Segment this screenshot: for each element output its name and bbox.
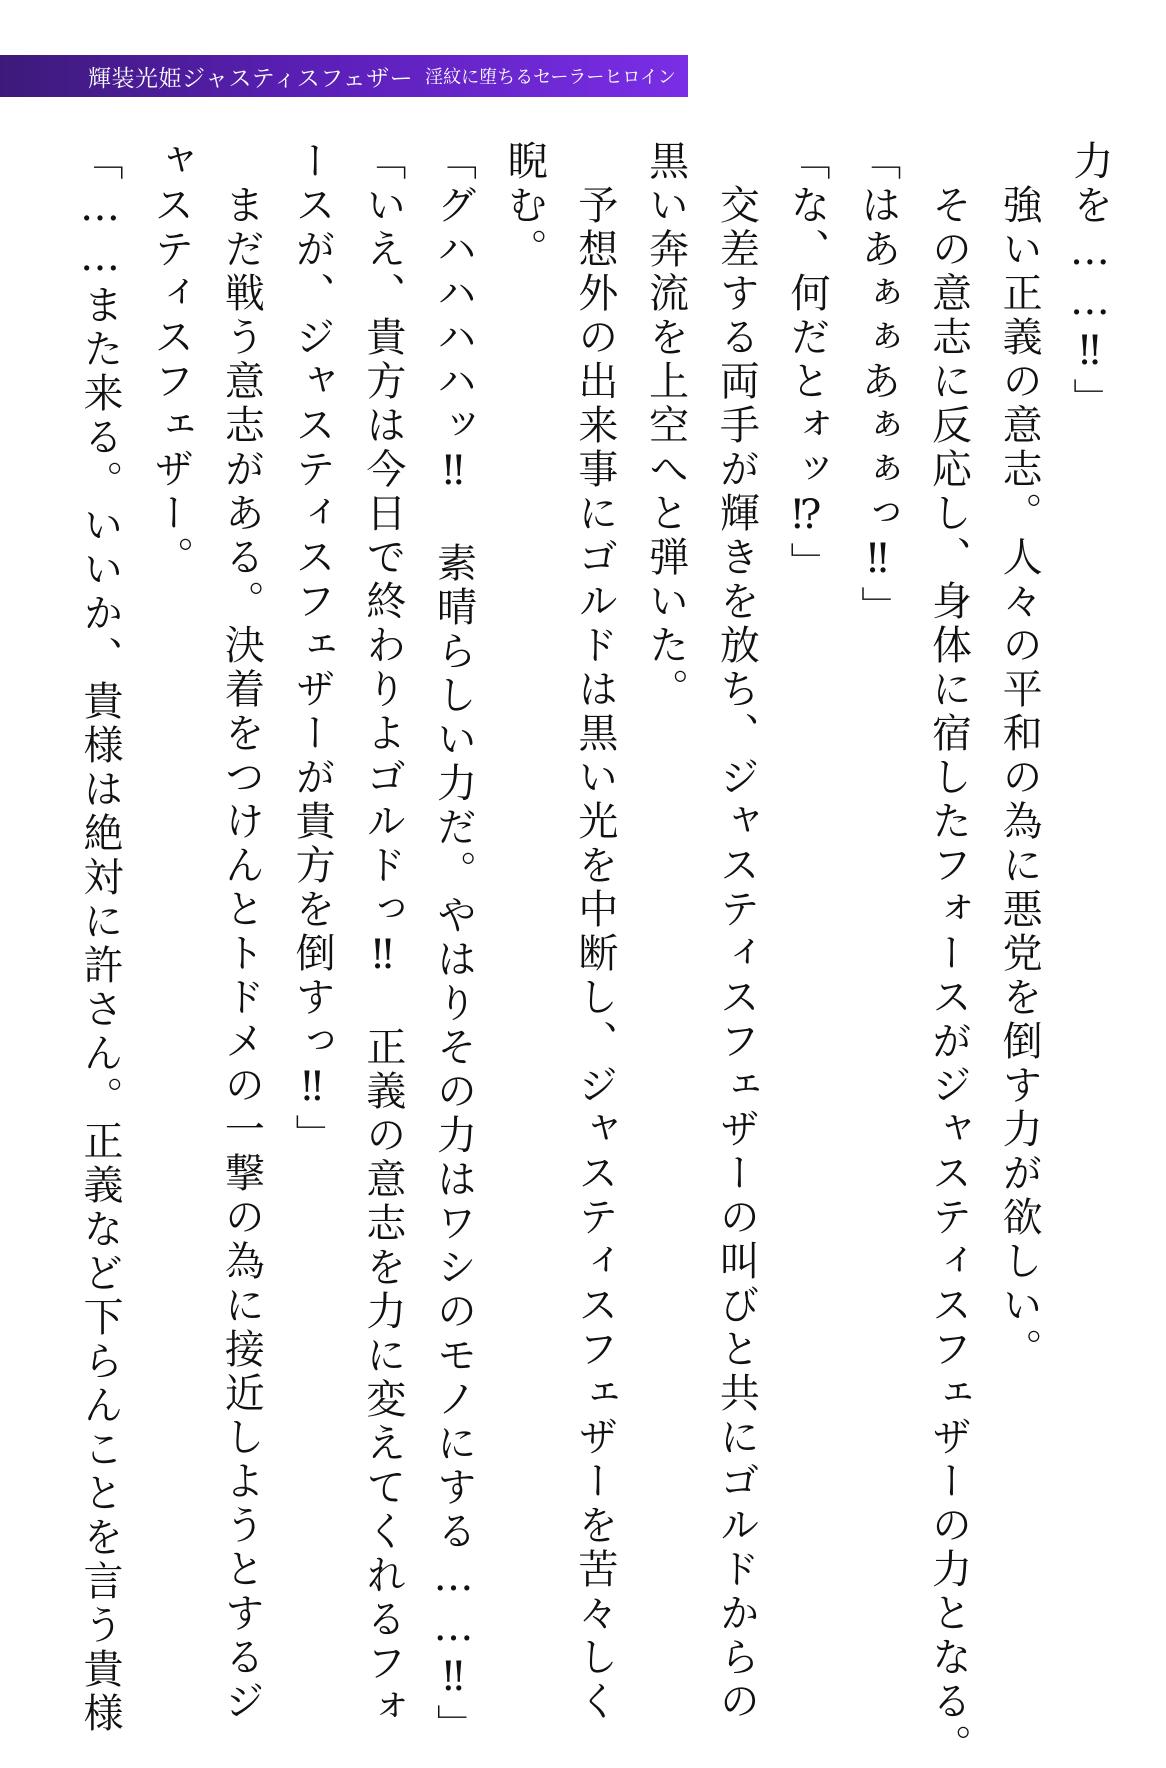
text-column-14: ャスティスフェザー。	[147, 140, 194, 580]
text-column-7: 黒い奔流を上空へと弾いた。	[642, 140, 689, 712]
text-column-15: 「……また来る。いいか、貴様は絶対に許さん。正義など下らんことを言う貴様	[77, 140, 123, 1736]
text-column-5: 「な、何だとォッ⁉」	[784, 140, 831, 586]
running-header	[0, 55, 688, 97]
text-column-10: 「グハハハハッ‼ 素晴らしい力だ。やはりその力はワシのモノにする……‼」	[430, 140, 477, 1748]
text-column-9: 睨む。	[501, 140, 548, 272]
text-column-6: 交差する両手が輝きを放ち、ジャスティスフェザーの叫びと共にゴルドからの	[713, 140, 760, 1724]
text-column-11: 「いえ、貴方は今日で終わりよゴルドっ‼ 正義の意志を力に変えてくれるフォ	[359, 140, 406, 1730]
text-column-4: 「はあぁぁあぁぁっ‼」	[854, 140, 901, 630]
text-column-12: ースが、ジャスティスフェザーが貴方を倒すっ‼」	[289, 140, 336, 1158]
text-column-2: 強い正義の意志。人々の平和の為に悪党を倒す力が欲しい。	[996, 140, 1043, 1372]
chapter-subtitle: 淫紋に堕ちるセーラーヒロイン	[425, 67, 676, 88]
text-column-3: その意志に反応し、身体に宿したフォースがジャスティスフェザーの力となる。	[925, 140, 972, 1768]
vertical-text-body	[77, 140, 1113, 1768]
book-title: 輝装光姫ジャスティスフェザー	[88, 65, 414, 92]
text-column-1: 力を……‼」	[1066, 140, 1113, 422]
text-column-8: 予想外の出来事にゴルドは黒い光を中断し、ジャスティスフェザーを苦々しく	[571, 140, 618, 1724]
text-column-13: まだ戦う意志がある。決着をつけんとトドメの一撃の為に接近しようとするジ	[218, 140, 265, 1724]
